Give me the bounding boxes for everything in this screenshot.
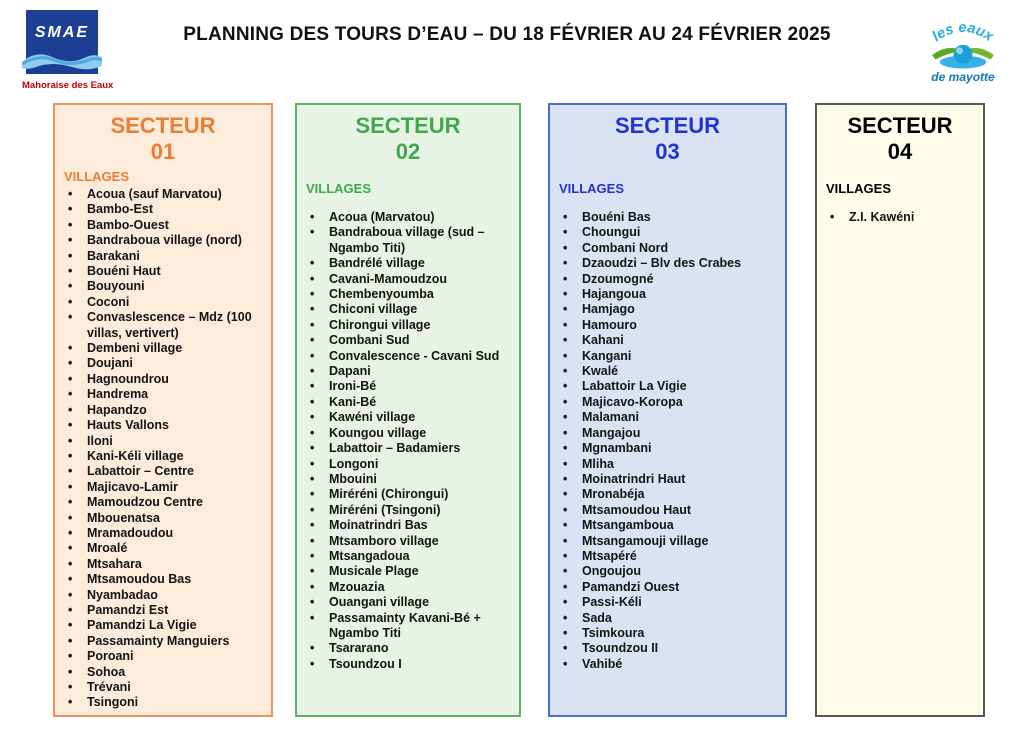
village-item: • Kawéni village <box>306 410 510 425</box>
village-item: • Coconi <box>64 295 262 310</box>
village-item: • Bambo-Est <box>64 202 262 217</box>
village-item: • Ouangani village <box>306 595 510 610</box>
village-item: • Mbouini <box>306 472 510 487</box>
village-item: • Hauts Vallons <box>64 418 262 433</box>
village-item: • Bambo-Ouest <box>64 218 262 233</box>
page-header <box>0 0 1024 100</box>
village-item: • Kangani <box>559 349 776 364</box>
village-item: • Acoua (sauf Marvatou) <box>64 187 262 202</box>
sector-title-word: SECTEUR <box>110 113 216 138</box>
village-item: • Ironi-Bé <box>306 379 510 394</box>
village-item: • Tsoundzou I <box>306 657 510 672</box>
village-item: • Pamandzi La Vigie <box>64 618 262 633</box>
village-item: • Hagnoundrou <box>64 372 262 387</box>
svg-text:les eaux <box>930 20 997 45</box>
logo-text-de-mayotte: de mayotte <box>931 69 995 84</box>
village-item: • Bandraboua village (sud – Ngambo Titi) <box>306 225 510 256</box>
village-item: • Kahani <box>559 333 776 348</box>
village-item: • Tsararano <box>306 641 510 656</box>
villages-label: VILLAGES <box>826 181 892 196</box>
village-item: • Trévani <box>64 680 262 695</box>
village-item: • Chembenyoumba <box>306 287 510 302</box>
village-list <box>826 210 974 225</box>
village-item: • Mtsapéré <box>559 549 776 564</box>
village-item: • Mamoudzou Centre <box>64 495 262 510</box>
sector-title-word: SECTEUR <box>355 113 461 138</box>
village-item: • Combani Nord <box>559 241 776 256</box>
villages-label: VILLAGES <box>64 169 130 184</box>
village-item: • Z.I. Kawéni <box>826 210 974 225</box>
logo-text-les-eaux: les eaux <box>929 19 997 45</box>
village-item: • Vahibé <box>559 657 776 672</box>
village-item: • Dzaoudzi – Blv des Crabes <box>559 256 776 271</box>
village-item: • Mzouazia <box>306 580 510 595</box>
village-item: • Tsoundzou II <box>559 641 776 656</box>
sector-panel-03 <box>548 103 787 717</box>
water-drop-icon <box>954 45 973 64</box>
village-item: • Mtsamboro village <box>306 534 510 549</box>
village-item: • Kani-Kéli village <box>64 449 262 464</box>
village-item: • Cavani-Mamoudzou <box>306 272 510 287</box>
sector-number: 02 <box>395 139 421 164</box>
village-item: • Convaslescence – Mdz (100 villas, vertivert) <box>64 310 262 341</box>
village-item: • Sohoa <box>64 665 262 680</box>
village-item: • Bandrélé village <box>306 256 510 271</box>
village-item: • Longoni <box>306 457 510 472</box>
village-item: • Miréréni (Chirongui) <box>306 487 510 502</box>
village-item: • Majicavo-Koropa <box>559 395 776 410</box>
village-item: • Bouéni Haut <box>64 264 262 279</box>
village-item: • Doujani <box>64 356 262 371</box>
village-item: • Labattoir – Centre <box>64 464 262 479</box>
village-item: • Hajangoua <box>559 287 776 302</box>
village-item: • Chirongui village <box>306 318 510 333</box>
village-item: • Dzoumogné <box>559 272 776 287</box>
village-item: • Musicale Plage <box>306 564 510 579</box>
village-item: • Pamandzi Ouest <box>559 580 776 595</box>
sector-panel-04 <box>815 103 985 717</box>
village-item: • Poroani <box>64 649 262 664</box>
village-item: • Bouéni Bas <box>559 210 776 225</box>
smae-logo <box>22 10 114 91</box>
village-item: • Convalescence - Cavani Sud <box>306 349 510 364</box>
village-item: • Tsimkoura <box>559 626 776 641</box>
village-item: • Mliha <box>559 457 776 472</box>
sector-title-word: SECTEUR <box>847 113 953 138</box>
village-item: • Mtsangamboua <box>559 518 776 533</box>
village-item: • Passamainty Manguiers <box>64 634 262 649</box>
village-item: • Mtsamoudou Haut <box>559 503 776 518</box>
village-item: • Pamandzi Est <box>64 603 262 618</box>
villages-label: VILLAGES <box>306 181 372 196</box>
sector-panel-01 <box>53 103 273 717</box>
sector-number: 04 <box>887 139 913 164</box>
village-item: • Acoua (Marvatou) <box>306 210 510 225</box>
village-item: • Mtsamoudou Bas <box>64 572 262 587</box>
village-item: • Bouyouni <box>64 279 262 294</box>
page-title: PLANNING DES TOURS D’EAU – DU 18 FÉVRIER AU 24 FÉVRIER 2025 <box>183 24 831 45</box>
village-item: • Hamouro <box>559 318 776 333</box>
village-item: • Tsingoni <box>64 695 262 710</box>
village-item: • Choungui <box>559 225 776 240</box>
sector-title <box>306 113 510 165</box>
village-item: • Sada <box>559 611 776 626</box>
village-item: • Dapani <box>306 364 510 379</box>
village-item: • Kwalé <box>559 364 776 379</box>
smae-logo-text: SMAE <box>34 24 90 41</box>
village-item: • Moinatrindri Haut <box>559 472 776 487</box>
village-item: • Labattoir – Badamiers <box>306 441 510 456</box>
village-list <box>559 210 776 672</box>
village-item: • Bandraboua village (nord) <box>64 233 262 248</box>
village-item: • Mbouenatsa <box>64 511 262 526</box>
village-item: • Mramadoudou <box>64 526 262 541</box>
village-item: • Passi-Kéli <box>559 595 776 610</box>
village-item: • Chiconi village <box>306 302 510 317</box>
village-item: • Dembeni village <box>64 341 262 356</box>
sector-number: 01 <box>150 139 176 164</box>
village-item: • Nyambadao <box>64 588 262 603</box>
village-item: • Ongoujou <box>559 564 776 579</box>
village-item: • Mtsangamouji village <box>559 534 776 549</box>
village-item: • Iloni <box>64 434 262 449</box>
village-item: • Mtsangadoua <box>306 549 510 564</box>
village-item: • Moinatrindri Bas <box>306 518 510 533</box>
village-item: • Hapandzo <box>64 403 262 418</box>
sector-title <box>64 113 262 165</box>
village-item: • Mroalé <box>64 541 262 556</box>
les-eaux-de-mayotte-logo <box>920 10 1006 90</box>
village-item: • Kani-Bé <box>306 395 510 410</box>
village-item: • Mronabéja <box>559 487 776 502</box>
village-item: • Barakani <box>64 249 262 264</box>
smae-logo-caption: Mahoraise des Eaux <box>22 80 114 91</box>
water-wave-icon <box>22 48 102 72</box>
village-item: • Hamjago <box>559 302 776 317</box>
village-item: • Combani Sud <box>306 333 510 348</box>
village-item: • Mtsahara <box>64 557 262 572</box>
sector-title <box>826 113 974 165</box>
village-item: • Miréréni (Tsingoni) <box>306 503 510 518</box>
sector-number: 03 <box>655 139 680 164</box>
village-item: • Mangajou <box>559 426 776 441</box>
village-item: • Koungou village <box>306 426 510 441</box>
village-list <box>64 187 262 711</box>
sector-title <box>559 113 776 165</box>
village-item: • Majicavo-Lamir <box>64 480 262 495</box>
village-item: • Malamani <box>559 410 776 425</box>
village-item: • Handrema <box>64 387 262 402</box>
village-item: • Passamainty Kavani-Bé + Ngambo Titi <box>306 611 510 642</box>
village-list <box>306 210 510 672</box>
smae-logo-square <box>26 10 98 74</box>
village-item: • Mgnambani <box>559 441 776 456</box>
villages-label: VILLAGES <box>559 181 625 196</box>
water-drop-highlight <box>956 47 963 54</box>
sector-title-word: SECTEUR <box>614 113 721 138</box>
village-item: • Labattoir La Vigie <box>559 379 776 394</box>
sector-panel-02 <box>295 103 521 717</box>
